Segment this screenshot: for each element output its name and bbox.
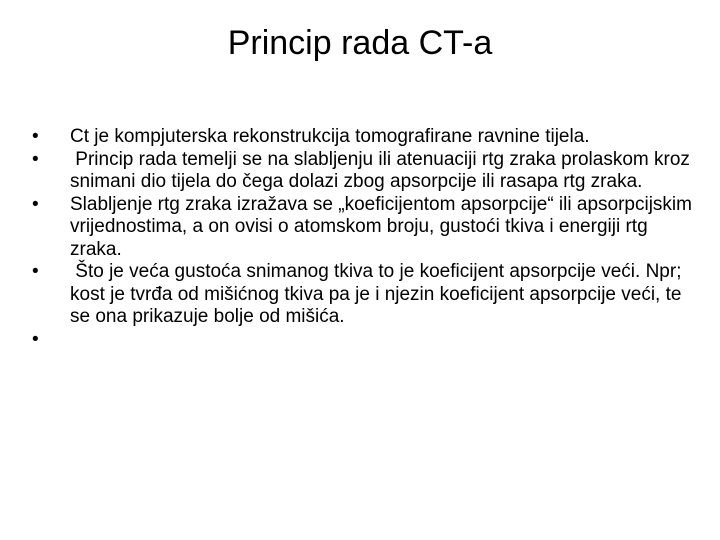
- bullet-marker: •: [32, 148, 39, 170]
- bullet-marker: •: [32, 193, 39, 215]
- bullet-item-empty: [32, 329, 692, 352]
- bullet-marker: •: [32, 328, 39, 350]
- bullet-text: Slabljenje rtg zraka izražava se „koeficijentom apsorpcije“ ili apsorpcijskim vrijednostima, a on ovisi o atomskom broju, gustoći tkiva i energiji rtg zraka.: [70, 193, 692, 260]
- bullet-marker: •: [32, 261, 39, 282]
- bullet-item: [32, 261, 692, 329]
- bullet-text: Princip rada temelji se na slabljenju ili atenuaciji rtg zraka prolaskom kroz snimani dio tijela do čega dolazi zbog apsorpcije ili rasapa rtg zraka.: [70, 148, 696, 192]
- slide-title: Princip rada CT-a: [227, 24, 493, 62]
- bullet-item: [32, 194, 692, 262]
- bullet-list: [32, 126, 696, 351]
- bullet-item: [32, 126, 692, 149]
- bullet-text: Što je veća gustoća snimanog tkiva to je koeficijent apsorpcije veći. Npr; kost je tvrđa od mišićnog tkiva pa je i njezin koeficijent apsorpcije veći, te se ona prikazuje bolje od mišića.: [70, 261, 687, 327]
- bullet-item: [32, 148, 696, 194]
- bullet-text: Ct je kompjuterska rekonstrukcija tomografirane ravnine tijela.: [70, 126, 590, 147]
- bullet-marker: •: [32, 126, 39, 147]
